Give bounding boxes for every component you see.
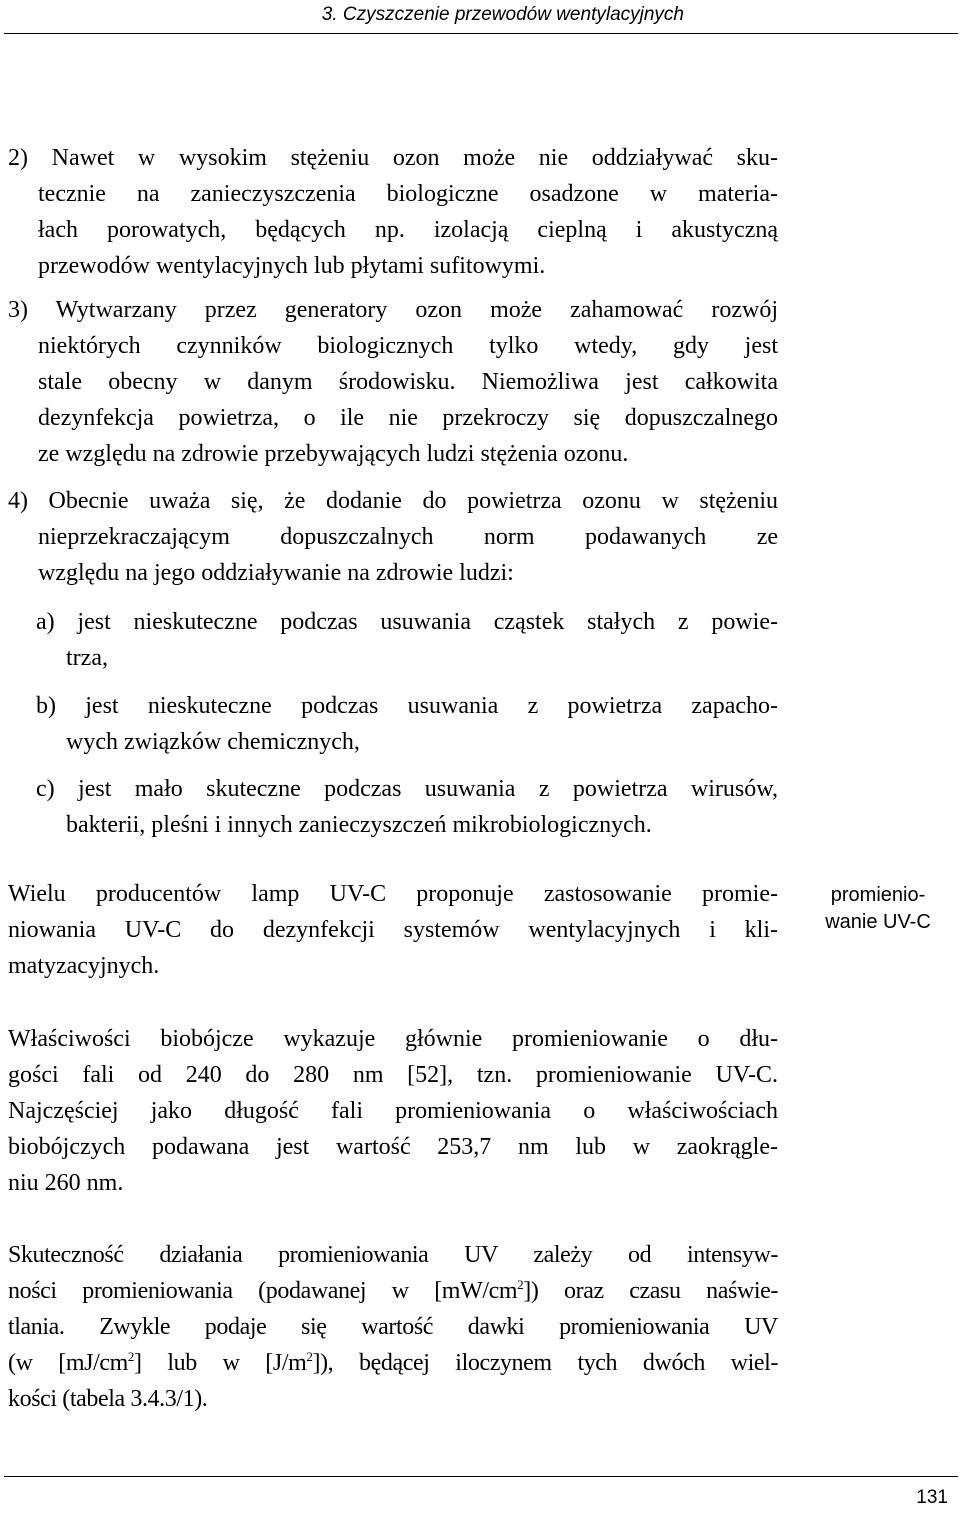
header-rule	[4, 33, 958, 34]
text-line: 4) Obecnie uważa się, że dodanie do powietrza ozonu w stężeniu	[8, 488, 778, 514]
text-line: niowania UV-C do dezynfekcji systemów wentylacyjnych i kli-	[8, 917, 778, 943]
text-line: 3) Wytwarzany przez generatory ozon może zahamować rozwój	[8, 297, 778, 323]
text-line: przewodów wentylacyjnych lub płytami sufitowymi.	[38, 253, 546, 279]
text-line: Właściwości biobójcze wykazuje głównie promieniowanie o dłu-	[8, 1026, 778, 1052]
text-line: kości (tabela 3.4.3/1).	[8, 1386, 208, 1412]
list-item-4	[8, 483, 778, 591]
text-line: a) jest nieskuteczne podczas usuwania cząstek stałych z powie-	[36, 609, 778, 635]
sub-item-b	[36, 688, 778, 760]
margin-note-line: promienio-	[830, 884, 926, 906]
sub-item-c	[36, 771, 778, 843]
text-line: niektórych czynników biologicznych tylko wtedy, gdy jest	[38, 333, 778, 359]
text-line: 2) Nawet w wysokim stężeniu ozon może nie oddziaływać sku-	[8, 145, 778, 171]
text-line: tecznie na zanieczyszczenia biologiczne osadzone w materia-	[38, 181, 778, 207]
paragraph-biocidal	[8, 1021, 778, 1201]
text-line	[8, 1345, 778, 1381]
superscript: 2	[306, 1349, 313, 1364]
text-line: Skuteczność działania promieniowania UV zależy od intensyw-	[8, 1242, 778, 1268]
page-number: 131	[916, 1487, 948, 1508]
text-fragment: ]) oraz czasu naświe-	[523, 1278, 778, 1304]
text-fragment: (w [mJ/cm	[8, 1350, 128, 1376]
margin-note	[800, 882, 956, 936]
text-line: łach porowatych, będących np. izolacją cieplną i akustyczną	[38, 217, 778, 243]
text-line: gości fali od 240 do 280 nm [52], tzn. promieniowanie UV-C.	[8, 1062, 778, 1088]
text-line: Najczęściej jako długość fali promieniowania o właściwościach	[8, 1098, 778, 1124]
sub-item-a	[36, 604, 778, 676]
text-line: dezynfekcja powietrza, o ile nie przekroczy się dopuszczalnego	[38, 405, 778, 431]
text-line: Wielu producentów lamp UV-C proponuje zastosowanie promie-	[8, 881, 778, 907]
text-line: trza,	[66, 645, 108, 671]
text-line: matyzacyjnych.	[8, 953, 160, 979]
margin-note-line: wanie UV-C	[825, 911, 931, 933]
text-line: b) jest nieskuteczne podczas usuwania z powietrza zapacho-	[36, 693, 778, 719]
running-head: 3. Czyszczenie przewodów wentylacyjnych	[321, 4, 684, 25]
paragraph-effectiveness	[8, 1237, 778, 1417]
text-line: c) jest mało skuteczne podczas usuwania z powietrza wirusów,	[36, 776, 778, 802]
text-fragment: ności promieniowania (podawanej w [mW/cm	[8, 1278, 518, 1304]
text-line: wych związków chemicznych,	[66, 729, 360, 755]
text-fragment: ] lub w [J/m	[134, 1350, 307, 1376]
text-line: nieprzekraczającym dopuszczalnych norm podawanych ze	[38, 524, 778, 550]
text-line	[8, 1273, 778, 1309]
paragraph-uvc	[8, 876, 778, 984]
list-item-3	[8, 292, 778, 472]
text-line: względu na jego oddziaływanie na zdrowie ludzi:	[38, 560, 514, 586]
text-line: ze względu na zdrowie przebywających ludzi stężenia ozonu.	[38, 441, 629, 467]
list-item-2	[8, 140, 778, 284]
text-line: niu 260 nm.	[8, 1170, 124, 1196]
text-line: biobójczych podawana jest wartość 253,7 nm lub w zaokrągle-	[8, 1134, 778, 1160]
text-line: tlania. Zwykle podaje się wartość dawki promieniowania UV	[8, 1314, 778, 1340]
text-line: stale obecny w danym środowisku. Niemożliwa jest całkowita	[38, 369, 778, 395]
footer-rule	[4, 1476, 958, 1477]
text-fragment: ]), będącej iloczynem tych dwóch wiel-	[312, 1350, 778, 1376]
text-line: bakterii, pleśni i innych zanieczyszczeń mikrobiologicznych.	[66, 812, 652, 838]
superscript: 2	[127, 1349, 134, 1364]
superscript: 2	[517, 1277, 524, 1292]
